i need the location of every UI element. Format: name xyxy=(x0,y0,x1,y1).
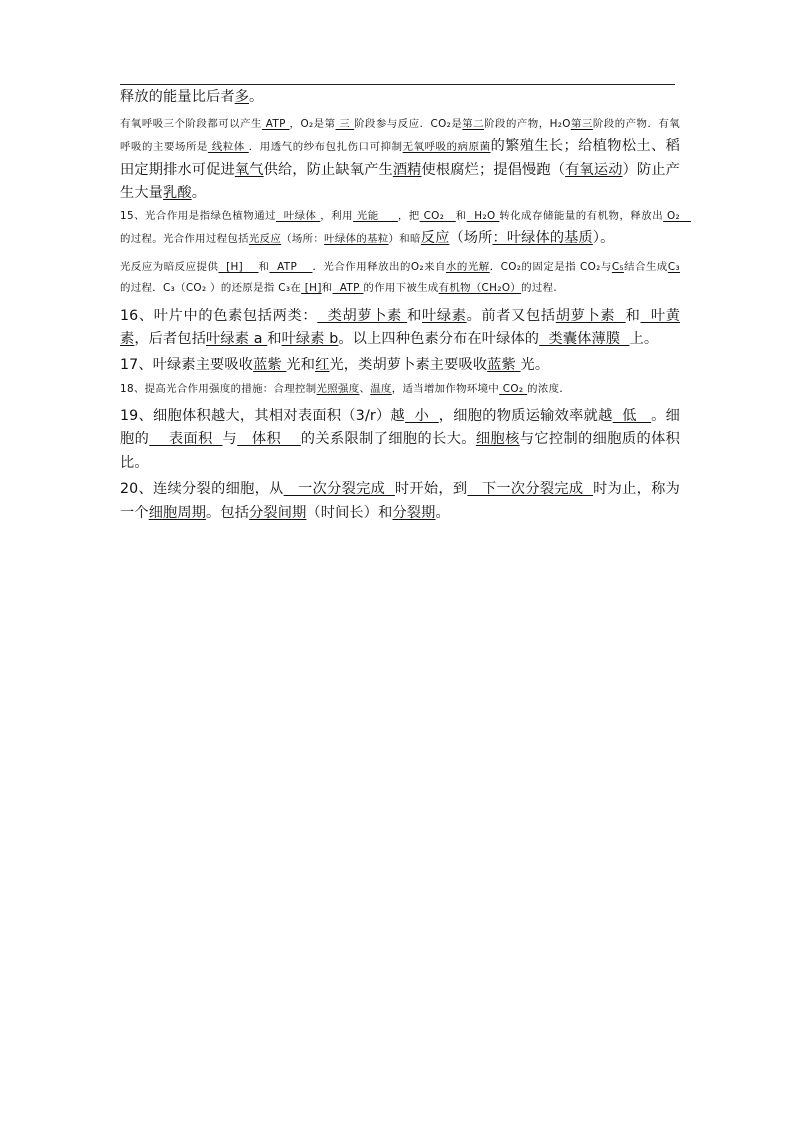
text-run: 。 xyxy=(435,504,450,521)
answer-blank: 叶绿体 xyxy=(276,209,321,222)
answer-blank: 温度 xyxy=(370,383,392,395)
text-run: 。以上四种色素分布在叶绿体的 xyxy=(338,331,540,347)
answer-blank: 胡萝卜素 xyxy=(555,307,626,324)
answer-blank: 体积 xyxy=(237,431,301,447)
text-run: ．用透气的纱布包扎伤口可抑制 xyxy=(248,141,403,153)
text-run: ．CO₂的固定是指 CO₂与 xyxy=(489,260,612,273)
text-run: 暗 xyxy=(410,233,421,245)
text-run: 与 xyxy=(222,431,238,447)
paragraph-18 xyxy=(120,379,680,401)
text-run: 的关系限制了细胞的长大。 xyxy=(300,431,476,447)
answer-blank: 有机物（CH₂O） xyxy=(438,282,522,294)
text-run: 15、光合作用是指绿色植物通过 xyxy=(120,209,277,222)
answer-blank: 无氧呼吸的病原菌 xyxy=(402,141,491,153)
answer-blank: C₅ xyxy=(611,260,624,273)
text-run: 和 xyxy=(267,331,282,347)
answer-blank: 乳酸 xyxy=(163,185,192,201)
answer-blank: CO₂ xyxy=(499,383,528,395)
answer-blank: 类囊体薄膜 xyxy=(539,331,630,347)
answer-blank: 一次分裂完成 xyxy=(283,481,395,497)
answer-blank: 光照强度 xyxy=(316,383,360,395)
answer-blank: ATP xyxy=(269,260,313,273)
paragraph-20 xyxy=(120,478,680,525)
answer-blank: 细胞核 xyxy=(475,431,520,447)
text-run: ）。 xyxy=(592,230,615,246)
answer-blank: 红 xyxy=(315,356,330,373)
answer-blank: O₂ xyxy=(663,209,691,222)
answer-blank: 小 xyxy=(405,407,439,424)
text-run: 和 xyxy=(407,307,422,324)
answer-blank: 下一次分裂完成 xyxy=(467,481,594,497)
text-run: 20、连续分裂的细胞，从 xyxy=(120,481,284,497)
text-run: ．光合作用释放出的O₂来自 xyxy=(312,260,446,273)
text-run: 18、提高光合作用强度的措施：合理控制 xyxy=(120,383,317,395)
answer-blank: C₃ xyxy=(667,260,680,273)
text-run: 。 xyxy=(249,89,264,105)
text-run: （时间长）和 xyxy=(306,504,393,521)
text-run: 阶段的产物，H₂O xyxy=(484,117,571,130)
text-run: 和 xyxy=(625,307,641,324)
text-run: 。包括 xyxy=(206,504,250,521)
text-run: 。前者又包括 xyxy=(466,307,556,324)
text-run: 与它控制的细胞质的体积比。 xyxy=(120,431,681,471)
text-run: 16、叶片中的色素包括两类： xyxy=(120,307,318,324)
answer-blank: 分裂间期 xyxy=(249,504,307,521)
text-run: ，O₂是第 xyxy=(289,117,336,130)
answer-blank: 光反应 xyxy=(248,233,282,245)
text-run: 光。 xyxy=(520,356,550,373)
answer-blank: 蓝紫 xyxy=(253,356,287,373)
paragraph-16 xyxy=(120,305,680,352)
text-run: 光，类胡萝卜素主要吸收 xyxy=(329,356,488,373)
text-run: （场所 xyxy=(449,230,493,246)
text-run: 的作用下被生成 xyxy=(363,282,439,294)
text-run: 供给，防止缺氧产生 xyxy=(263,161,393,178)
answer-blank: 叶绿体的基粒 xyxy=(324,233,389,245)
answer-blank: 叶绿素 b xyxy=(281,331,339,347)
answer-blank: 线粒体 xyxy=(207,141,249,153)
text-run: 上。 xyxy=(629,331,659,347)
text-run: ）和 xyxy=(388,233,411,245)
answer-blank: ：叶绿体的基质 xyxy=(492,230,593,246)
text-run: 。 xyxy=(191,185,207,201)
answer-blank: 光能 xyxy=(353,209,398,222)
text-run: ，细胞的物质运输效率就越 xyxy=(438,407,613,424)
text-run: 时为止，称为一个 xyxy=(120,481,680,521)
text-run: 和 xyxy=(258,260,270,273)
answer-blank: ATP xyxy=(332,282,364,294)
text-run: ，把 xyxy=(397,209,420,222)
text-run: 使根腐烂；提倡慢跑（ xyxy=(421,161,566,178)
answer-blank: 反应 xyxy=(420,230,450,246)
light-reaction-paragraph xyxy=(120,257,680,300)
text-run: 、 xyxy=(359,383,371,395)
document-body xyxy=(120,86,691,525)
text-run: 17、叶绿素主要吸收 xyxy=(120,356,254,373)
answer-blank: 分裂期 xyxy=(392,504,436,521)
text-run: 光反应为暗反应提供 xyxy=(120,260,219,273)
answer-blank: 第三 xyxy=(570,117,593,130)
text-run: 转化成存储能量的有机物，释放出 xyxy=(499,209,664,222)
answer-blank: CO₂ xyxy=(419,209,456,222)
text-run: 结合生成 xyxy=(623,260,668,273)
paragraph-15-large-text xyxy=(421,230,615,246)
top-rule xyxy=(120,84,675,85)
text-run: 有氧呼吸三个阶段都可以产生 xyxy=(120,117,262,130)
answer-blank: H₂O xyxy=(466,209,500,222)
paragraph-15 xyxy=(120,206,691,251)
text-run: 和 xyxy=(455,209,467,222)
answer-blank: [H] xyxy=(218,260,259,273)
answer-blank: 细胞周期 xyxy=(148,504,207,521)
text-run: 光和 xyxy=(286,356,316,373)
answer-blank: 水的光解 xyxy=(445,260,490,273)
text-run: 的过程． xyxy=(521,282,565,294)
paragraph-17 xyxy=(120,354,680,378)
text-run: （场所： xyxy=(281,233,325,245)
answer-blank: ATP xyxy=(261,117,290,130)
answer-blank: 酒精 xyxy=(392,161,422,178)
answer-blank: 蓝紫 xyxy=(487,356,521,373)
answer-blank: 低 xyxy=(612,407,652,424)
answer-blank: 氧气 xyxy=(234,161,264,178)
text-run: 时开始，到 xyxy=(394,481,468,497)
text-run: 阶段的产物．有氧呼吸的主要场所是 xyxy=(120,117,681,153)
text-run: 。细胞的 xyxy=(120,407,680,447)
text-run: ，利用 xyxy=(320,209,354,222)
answer-blank: 表面积 xyxy=(149,431,223,447)
text-run: ，适当增加作物环境中 xyxy=(391,383,500,395)
text-run: 的浓度． xyxy=(527,383,571,395)
paragraph-19 xyxy=(120,405,680,476)
text-run: 阶段参与反应．CO₂是 xyxy=(354,117,463,130)
answer-blank: 有氧运动 xyxy=(565,161,623,178)
text-run: 19、细胞体积越大，其相对表面积（3/r）越 xyxy=(120,407,406,424)
answer-blank: 叶绿素 xyxy=(421,307,467,324)
answer-blank: 叶黄素 xyxy=(120,307,681,347)
text-run: 的过程。光合作用过程包括 xyxy=(120,233,249,245)
answer-blank: 多 xyxy=(234,89,250,105)
text-run: ，后者包括 xyxy=(134,331,207,347)
answer-blank: 第二 xyxy=(462,117,485,130)
aerobic-respiration-paragraph xyxy=(120,114,680,206)
answer-blank: 叶绿素 a xyxy=(206,331,268,347)
text-run: 的过程．C₃（CO₂ ）的还原是指 C₃在 xyxy=(120,282,302,294)
text-run: 的繁殖生长；给植物松土、稻田定期排水可促进 xyxy=(120,138,680,178)
answer-blank: [H] xyxy=(301,282,322,294)
answer-blank: 类胡萝卜素 xyxy=(317,307,408,324)
answer-blank: 三 xyxy=(335,117,355,130)
text-run: 和 xyxy=(321,282,333,294)
text-run: 释放的能量比后者 xyxy=(120,89,235,105)
intro-paragraph xyxy=(120,86,680,110)
text-run: ）防止产生大量 xyxy=(120,161,680,201)
